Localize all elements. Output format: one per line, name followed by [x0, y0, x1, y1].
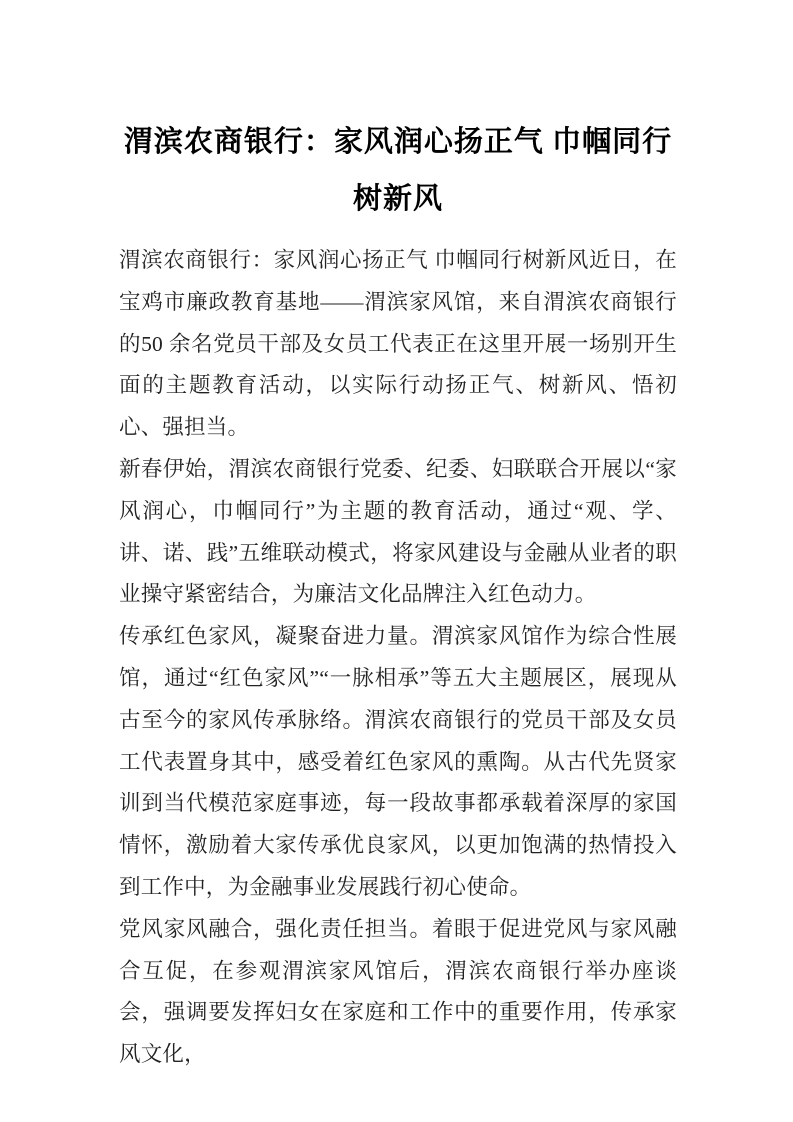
doc-paragraph: 党风家风融合，强化责任担当。着眼于促进党风与家风融合互促，在参观渭滨家风馆后，渭滨农商银行举办座谈会，强调要发挥妇女在家庭和工作中的重要作用，传承家风文化， — [119, 916, 677, 1067]
document-title: 渭滨农商银行：家风润心扬正气 巾帼同行树新风 — [123, 126, 673, 215]
doc-paragraph: 新春伊始，渭滨农商银行党委、纪委、妇联联合开展以“家风润心，巾帼同行”为主题的教育活动，通过“观、学、讲、诺、践”五维联动模式，将家风建设与金融从业者的职业操守紧密结合，为廉洁文化品牌注入红色动力。 — [119, 456, 677, 607]
document-body — [119, 240, 677, 1076]
doc-paragraph: 传承红色家风，凝聚奋进力量。渭滨家风馆作为综合性展馆，通过“红色家风”“一脉相承”等五大主题展区，展现从古至今的家风传承脉络。渭滨农商银行的党员干部及女员工代表置身其中，感受着红色家风的熏陶。从古代先贤家训到当代模范家庭事迹，每一段故事都承载着深厚的家国情怀，激励着大家传承优良家风，以更加饱满的热情投入到工作中，为金融事业发展践行初心使命。 — [119, 624, 677, 899]
doc-paragraph: 渭滨农商银行：家风润心扬正气 巾帼同行树新风近日，在宝鸡市廉政教育基地——渭滨家风馆，来自渭滨农商银行的50 余名党员干部及女员工代表正在这里开展一场别开生面的主题教育活动，以实际行动扬正气、树新风、悟初心、强担当。 — [119, 248, 677, 440]
